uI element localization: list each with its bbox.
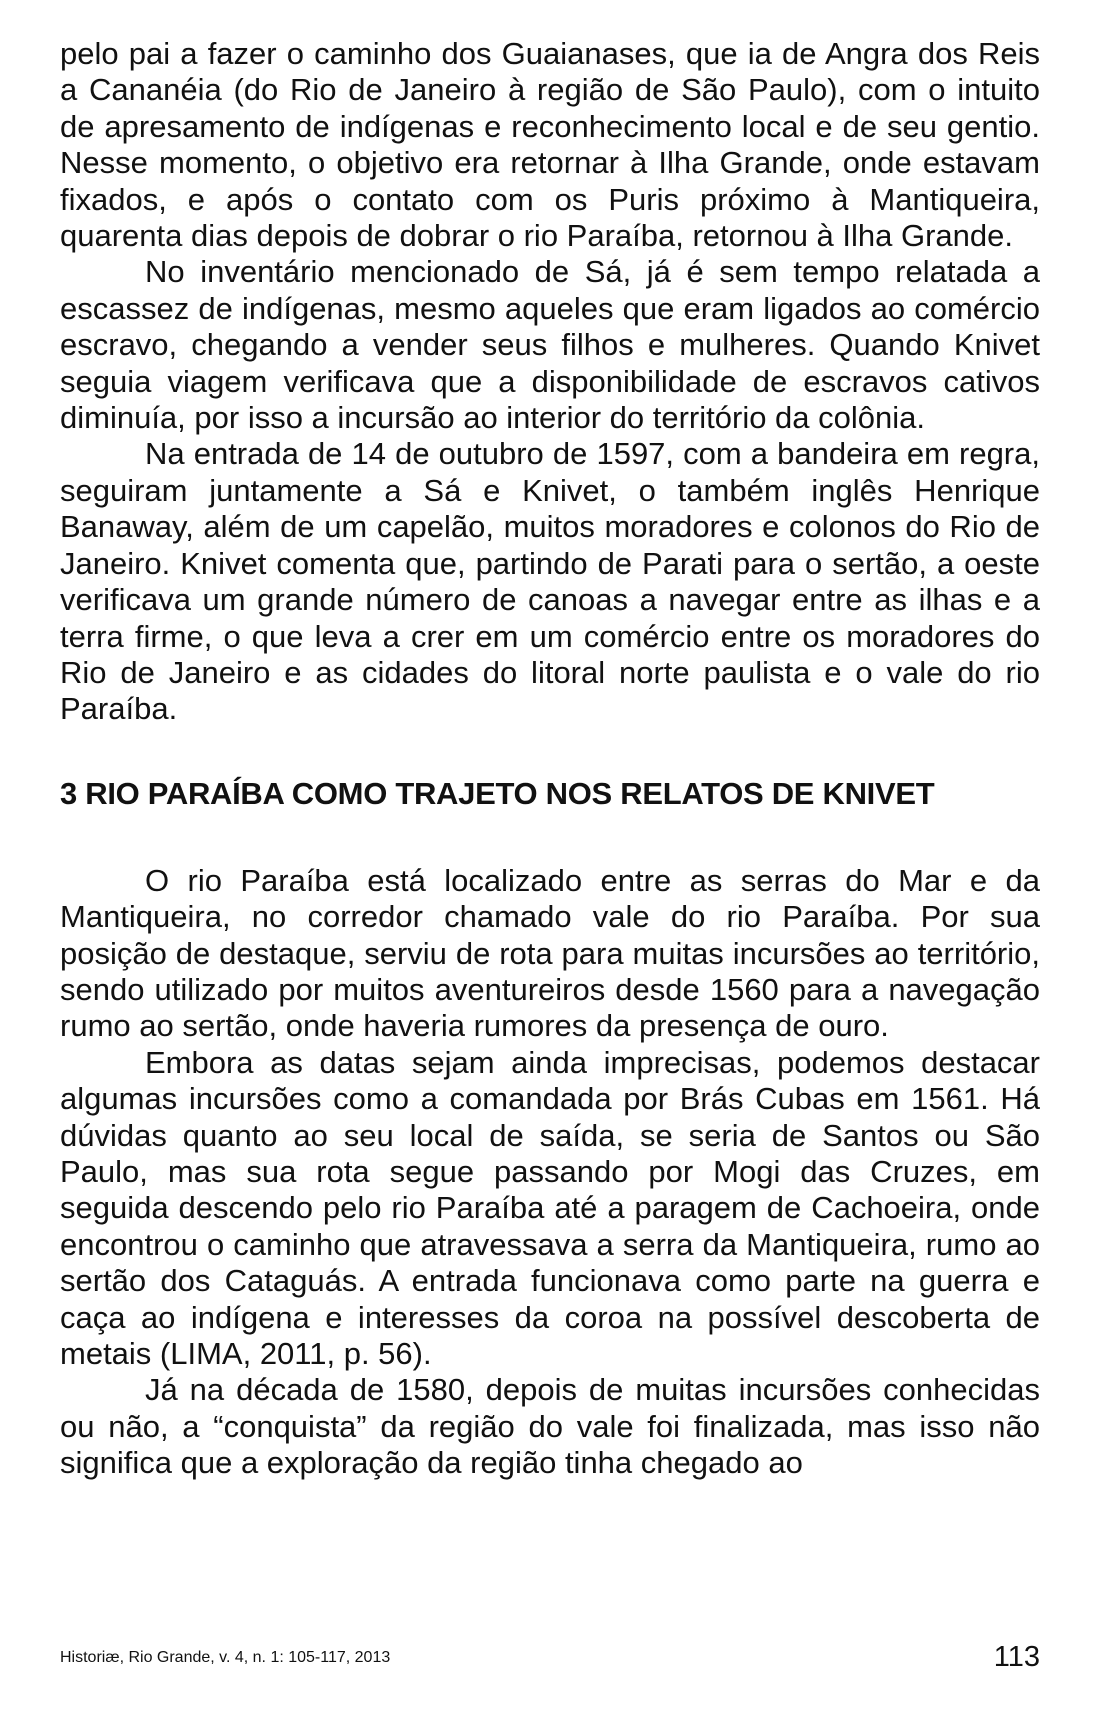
paragraph: No inventário mencionado de Sá, já é sem tempo relatada a escassez de indígenas, mesmo aqueles que eram ligados ao comércio escravo, chegando a vender seus filhos e mulheres. Quando Knivet seguia viagem verificava que a disponibilidade de escravos cativos diminuía, por isso a incursão ao interior do território da colônia. — [60, 254, 1040, 436]
paragraph: pelo pai a fazer o caminho dos Guaianases, que ia de Angra dos Reis a Cananéia (do Rio de Janeiro à região de São Paulo), com o intuito de apresamento de indígenas e reconhecimento local e de seu gentio. Nesse momento, o objetivo era retornar à Ilha Grande, onde estavam fixados, e após o contato com os Puris próximo à Mantiqueira, quarenta dias depois de dobrar o rio Paraíba, retornou à Ilha Grande. — [60, 36, 1040, 254]
article-body — [60, 36, 1040, 1482]
journal-citation: Historiæ, Rio Grande, v. 4, n. 1: 105-117, 2013 — [60, 1649, 391, 1666]
paragraph: O rio Paraíba está localizado entre as serras do Mar e da Mantiqueira, no corredor chamado vale do rio Paraíba. Por sua posição de destaque, serviu de rota para muitas incursões ao território, sendo utilizado por muitos aventureiros desde 1560 para a navegação rumo ao sertão, onde haveria rumores da presença de ouro. — [60, 862, 1040, 1044]
paragraph: Já na década de 1580, depois de muitas incursões conhecidas ou não, a “conquista” da região do vale foi finalizada, mas isso não significa que a exploração da região tinha chegado ao — [60, 1372, 1040, 1481]
paragraph: Embora as datas sejam ainda imprecisas, podemos destacar algumas incursões como a comandada por Brás Cubas em 1561. Há dúvidas quanto ao seu local de saída, se seria de Santos ou São Paulo, mas sua rota segue passando por Mogi das Cruzes, em seguida descendo pelo rio Paraíba até a paragem de Cachoeira, onde encontrou o caminho que atravessava a serra da Mantiqueira, rumo ao sertão dos Cataguás. A entrada funcionava como parte na guerra e caça ao indígena e interesses da coroa na possível descoberta de metais (LIMA, 2011, p. 56). — [60, 1044, 1040, 1371]
page-footer — [60, 1640, 1040, 1680]
paragraph: Na entrada de 14 de outubro de 1597, com a bandeira em regra, seguiram juntamente a Sá e Knivet, o também inglês Henrique Banaway, além de um capelão, muitos moradores e colonos do Rio de Janeiro. Knivet comenta que, partindo de Parati para o sertão, a oeste verificava um grande número de canoas a navegar entre as ilhas e a terra firme, o que leva a crer em um comércio entre os moradores do Rio de Janeiro e as cidades do litoral norte paulista e o vale do rio Paraíba. — [60, 436, 1040, 727]
section-heading: 3 RIO PARAÍBA COMO TRAJETO NOS RELATOS DE KNIVET — [60, 775, 935, 811]
page-number: 113 — [993, 1641, 1040, 1673]
